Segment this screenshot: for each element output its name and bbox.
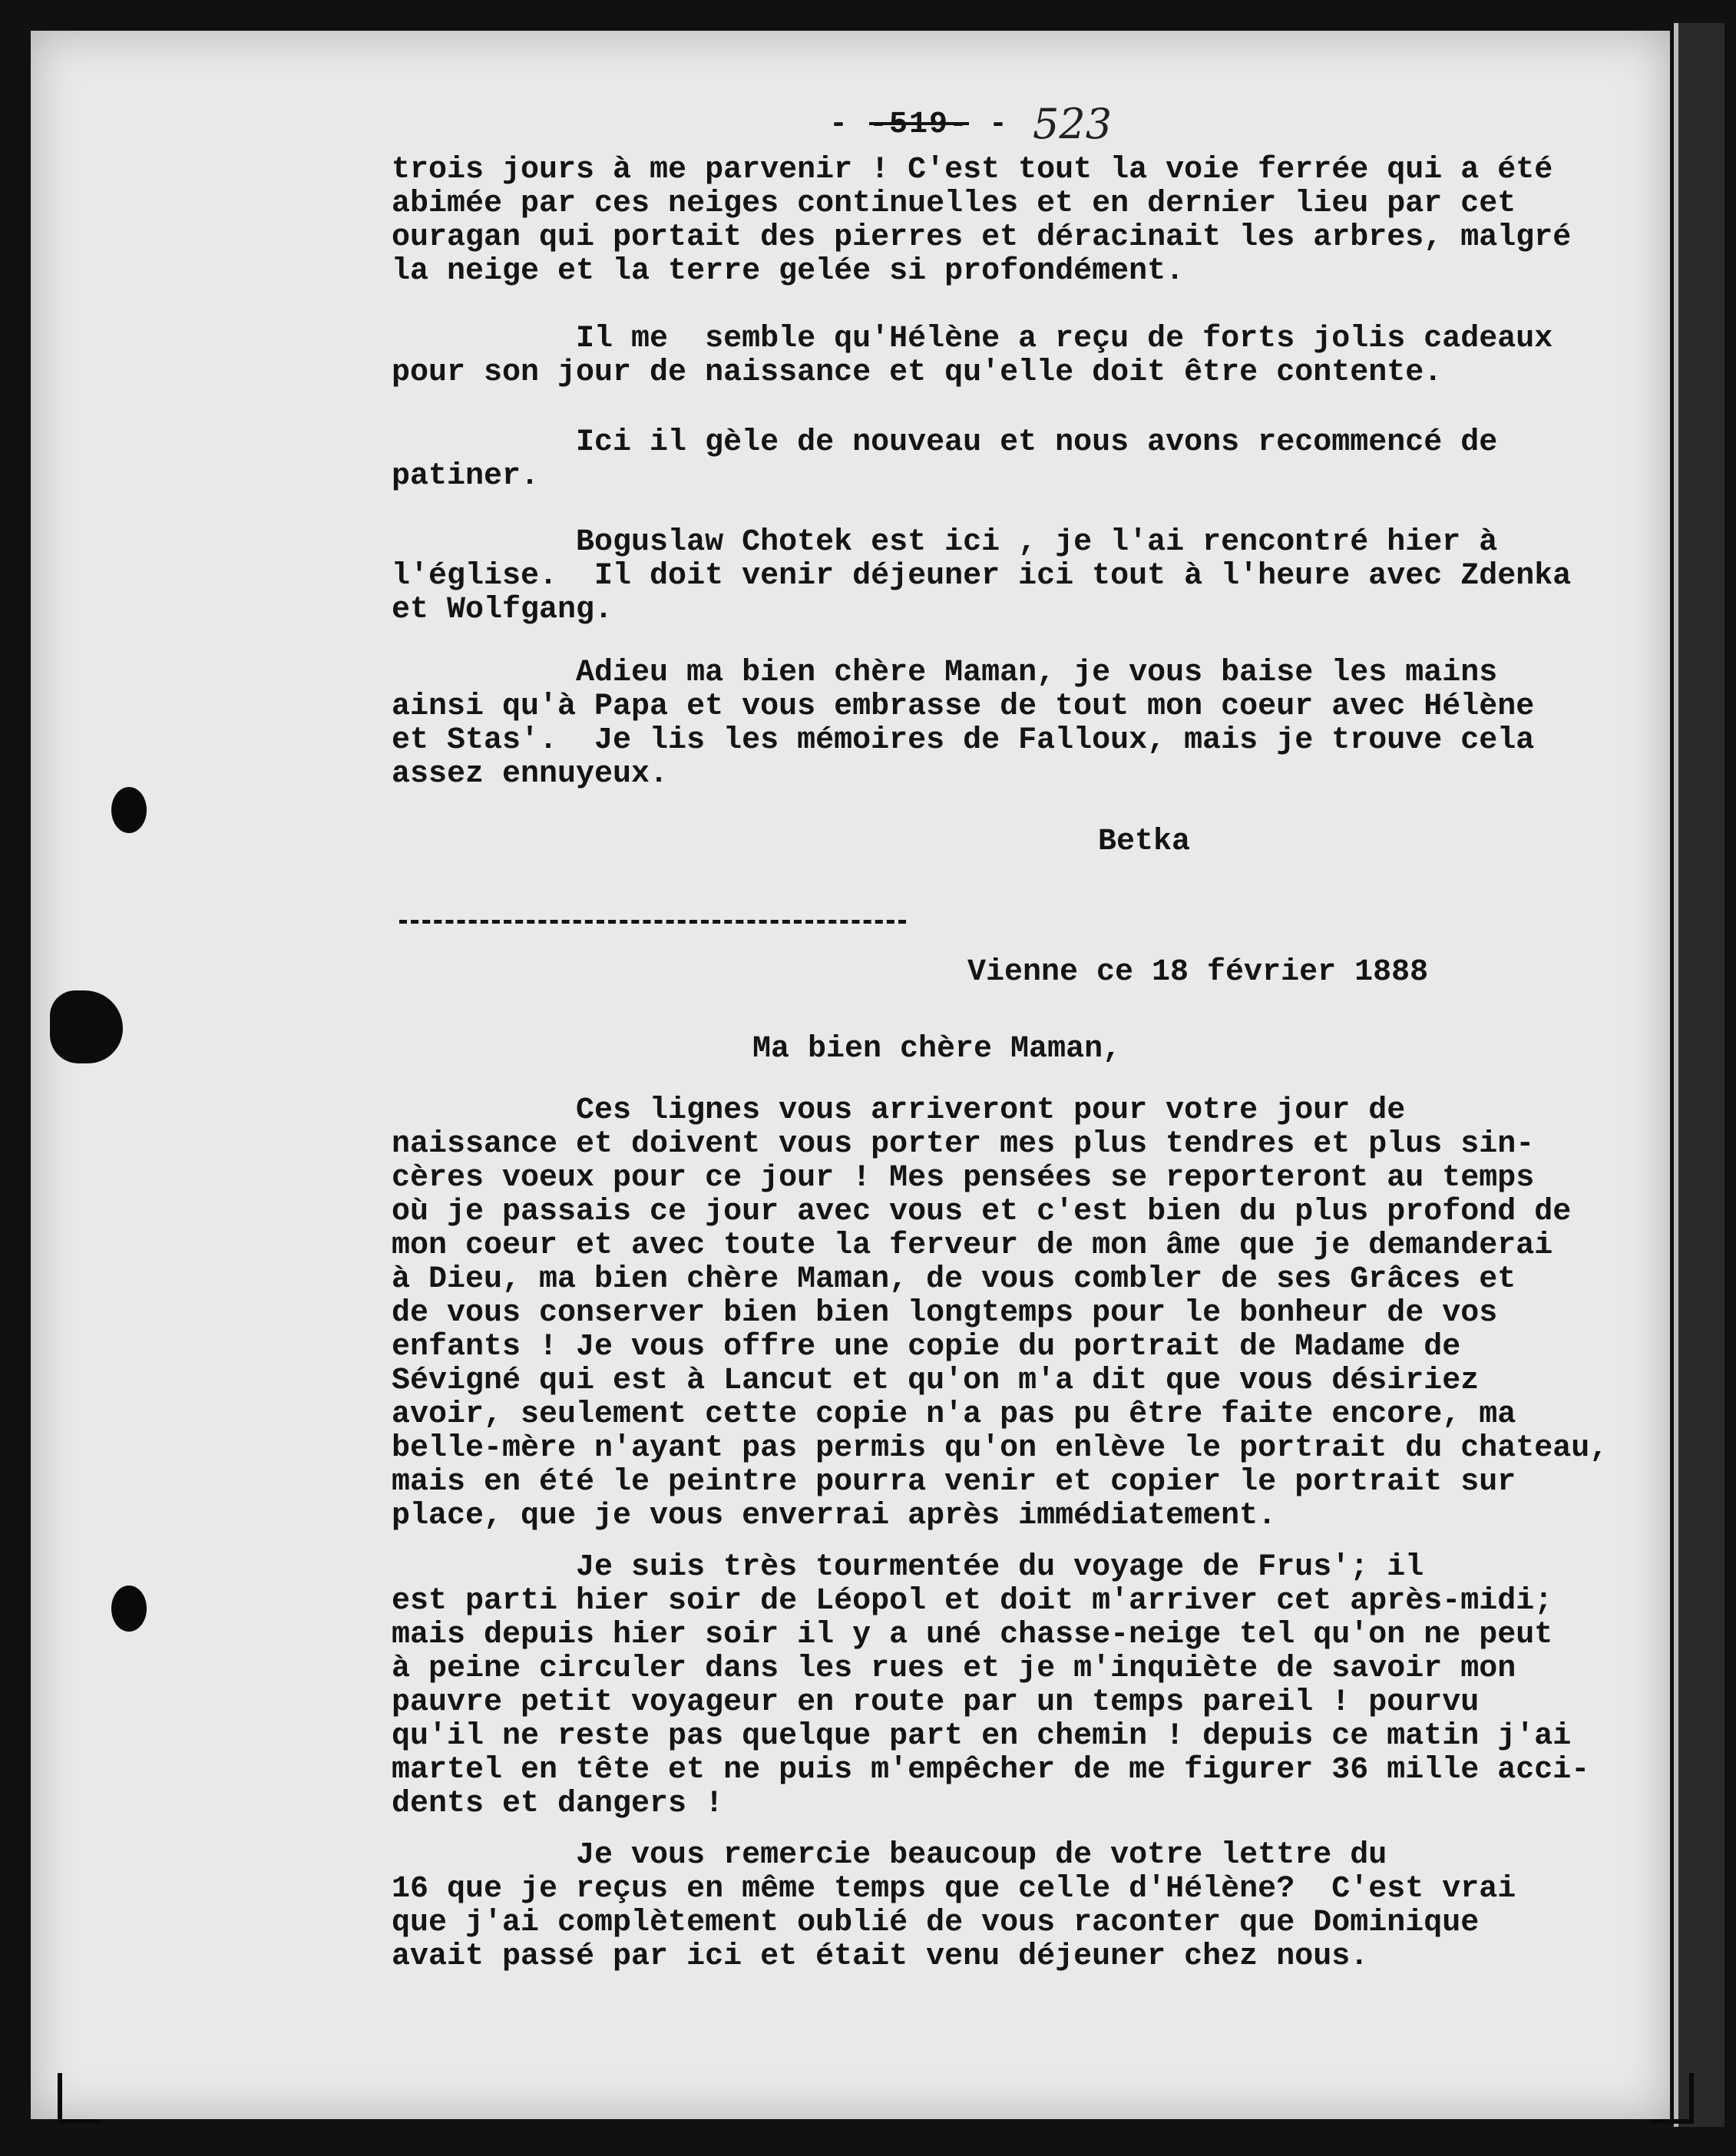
corner-mark — [58, 2073, 101, 2124]
paragraph: Ici il gèle de nouveau et nous avons recommencé de patiner. — [392, 425, 1498, 494]
document-page — [31, 31, 1670, 2119]
ink-smudge — [50, 990, 123, 1063]
punch-hole — [111, 1586, 147, 1632]
date-line: Vienne ce 18 février 1888 — [967, 955, 1429, 990]
paragraph: Je vous remercie beaucoup de votre lettre du 16 que je reçus en même temps que celle d'Hélène? C'est vrai que j'ai complètement oublié de vous raconter que Dominique avait passé par ici et était venu déjeuner chez nous. — [392, 1838, 1516, 1974]
handwritten-page-number: 523 — [1033, 100, 1113, 148]
paragraph: Ces lignes vous arriveront pour votre jour de naissance et doivent vous porter mes plus tendres et plus sin- cères voeux pour ce jour ! Mes pensées se reporteront au temps où je passais ce jour avec vous et c'est bien du plus profond de mon coeur et avec toute la ferveur de mon âme que je demanderai à Dieu, ma bien chère Maman, de vous combler de ses Grâces et de vous conserver bien bien longtemps pour le bonheur de vos enfants ! Je vous offre une copie du portrait de Madame de Sévigné qui est à Lancut et qu'on m'a dit que vous désiriez avoir, seulement cette copie n'a pas pu être faite encore, ma belle-mère n'ayant pas permis qu'on enlève le portrait du chateau, mais en été le peintre pourra venir et copier le portrait sur place, que je vous enverrai après immédiatement. — [392, 1093, 1609, 1533]
paragraph: Il me semble qu'Hélène a reçu de forts jolis cadeaux pour son jour de naissance et qu'elle doit être contente. — [392, 322, 1553, 390]
paragraph: Adieu ma bien chère Maman, je vous baise les mains ainsi qu'à Papa et vous embrasse de tout mon coeur avec Hélène et Stas'. Je lis les mémoires de Falloux, mais je trouve cela assez ennuyeux. — [392, 656, 1535, 792]
paragraph: Je suis très tourmentée du voyage de Frus'; il est parti hier soir de Léopol et doit m'arriver cet après-midi; mais depuis hier soir il y a uné chasse-neige tel qu'on ne peut à peine circuler dans les rues et je m'inquiète de savoir mon pauvre petit voyageur en route par un temps pareil ! pourvu qu'il ne reste pas quelque part en chemin ! depuis ce matin j'ai martel en tête et ne puis m'empêcher de me figurer 36 mille acci- dents et dangers ! — [392, 1550, 1590, 1821]
corner-mark — [1651, 2073, 1694, 2124]
separator-line — [399, 920, 906, 924]
paragraph: Boguslaw Chotek est ici , je l'ai rencontré hier à l'église. Il doit venir déjeuner ici tout à l'heure avec Zdenka et Wolfgang. — [392, 525, 1572, 627]
punch-hole — [111, 787, 147, 833]
salutation: Ma bien chère Maman, — [752, 1032, 1122, 1066]
signature: Betka — [1098, 825, 1191, 859]
paragraph: trois jours à me parvenir ! C'est tout la voie ferrée qui a été abimée par ces neiges continuelles et en dernier lieu par cet ouragan qui portait des pierres et déracinait les arbres, malgré la neige et la terre gelée si profondément. — [392, 153, 1572, 289]
page-number: - -519- - — [829, 107, 1010, 142]
